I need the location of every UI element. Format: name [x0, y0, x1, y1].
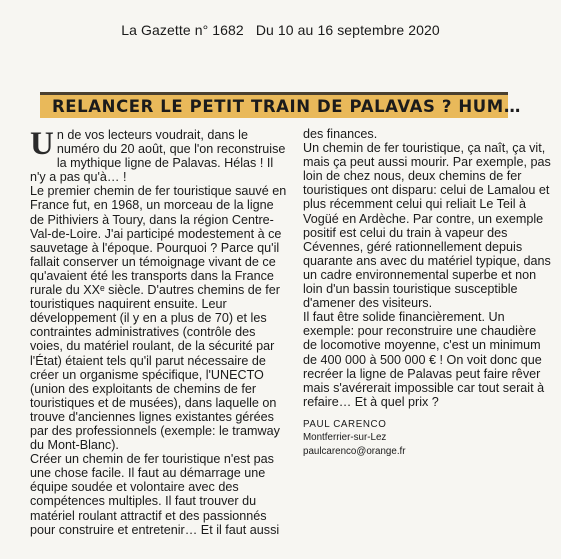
article-title: RELANCER LE PETIT TRAIN DE PALAVAS ? HUM… — [52, 97, 521, 116]
issue-dates: Du 10 au 16 septembre 2020 — [255, 22, 440, 38]
paragraph-finances: Il faut être solide financièrement. Un exemple: pour reconstruire une chaudière de locomotive moyenne, c'est un minimum de 400 000 à 500 000 € ! On voit donc que recréer la ligne de Palavas peut faire rêver mais s'avérerait impossible car tout serait à refaire… Et à quel prix ? — [303, 310, 545, 409]
banner-rule — [40, 92, 508, 95]
paragraph-history: Le premier chemin de fer touristique sauvé en France fut, en 1968, un morceau de la ligne de Pithiviers à Toury, dans la région Centre-Val-de-Loire. J'ai participé modestement à ce sauvetage à l'époque. Pourquoi ? Parce qu'il fallait conserver un témoignage vivant de ce qu'avaient été les transports dans la France rurale du XXᵉ siècle. D'autres chemins de fer touristiques naquirent ensuite. Leur développement (il y en a plus de 70) et les contraintes administratives (contrôle des voies, du matériel roulant, de la sécurité par l'État) étaient tels qu'il parut nécessaire de créer un organisme spécifique, l'UNECTO (union des exploitants de chemins de fer touristiques et de musées), dans laquelle on trouve d'anciennes lignes existantes gérées par des professionnels (exemple: le tramway du Mont-Blanc). — [30, 184, 287, 453]
paragraph-examples: Un chemin de fer touristique, ça naît, ça vit, mais ça peut aussi mourir. Par exemple, pas loin de chez nous, deux chemins de fer touristiques ont disparu: celui de Lamalou et plus récemment celui qui reliait Le Teil à Vogüé en Ardèche. Par contre, un exemple positif est celui du train à vapeur des Cévennes, géré rationnellement depuis quarante ans avec du matériel typique, dans un cadre environnemental superbe et non loin d'un bassin touristique susceptible d'amener des visiteurs. — [303, 141, 551, 311]
masthead — [0, 22, 561, 38]
author-name: PAUL CARENCO — [303, 418, 387, 430]
paragraph-difficulty-continued: des finances. — [303, 127, 378, 141]
intro-text: n de vos lecteurs voudrait, dans le numéro du 20 août, que l'on reconstruise la mythique ligne de Palavas. Hélas ! Il n'y a pas qu'à… ! — [30, 128, 286, 185]
author-email: paulcarenco@orange.fr — [303, 445, 406, 457]
author-location: Montferrier-sur-Lez — [303, 432, 387, 444]
publication-name: La Gazette n° 1682 — [121, 22, 244, 38]
paragraph-difficulty: Créer un chemin de fer touristique n'est pas une chose facile. Il faut au démarrage une équipe soudée et volontaire avec des compétences multiples. Il faut trouver du matériel roulant attractif et des passionnés pour construire et entretenir… Et il faut aussi — [30, 452, 280, 537]
title-banner — [40, 92, 521, 118]
paragraph-intro — [30, 128, 288, 184]
article-column-right — [303, 127, 551, 458]
signature — [303, 418, 551, 459]
article-column-left — [30, 128, 288, 537]
drop-cap: U — [30, 126, 54, 162]
